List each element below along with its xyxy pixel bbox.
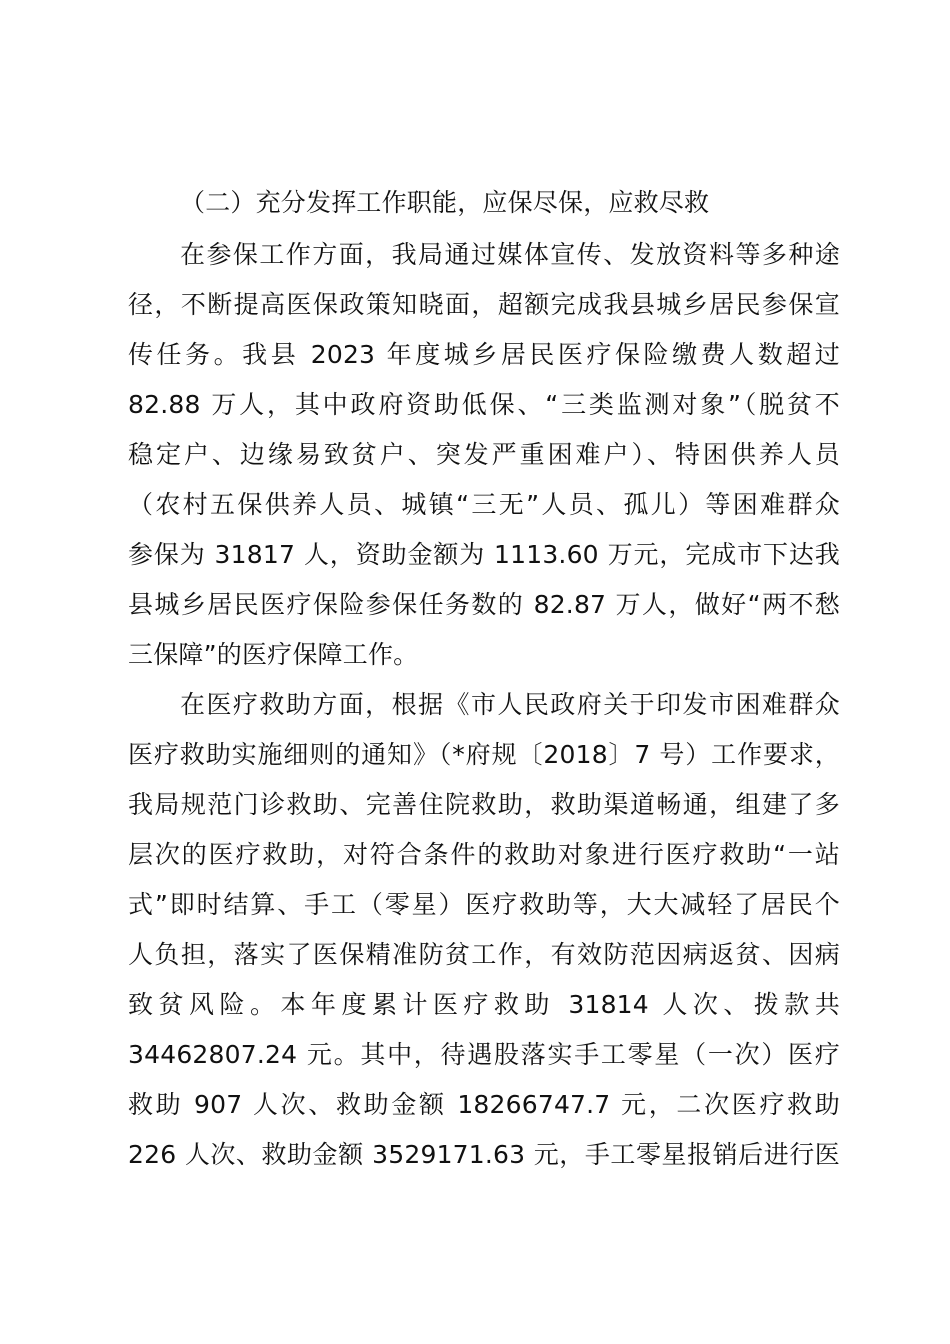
paragraph-line: 县城乡居民医疗保险参保任务数的 82.87 万人，做好“两不愁 <box>128 590 840 619</box>
paragraph-line: 三保障”的医疗保障工作。 <box>128 640 419 669</box>
paragraph-line: 稳定户、边缘易致贫户、突发严重困难户）、特困供养人员 <box>128 440 840 469</box>
paragraph-line: 致贫风险。本年度累计医疗救助 31814 人次、拨款共 <box>128 990 840 1019</box>
paragraph-line: 式”即时结算、手工（零星）医疗救助等，大大减轻了居民个 <box>128 890 840 919</box>
paragraph-line: 34462807.24 元。其中，待遇股落实手工零星（一次）医疗 <box>128 1040 840 1069</box>
section-heading: （二）充分发挥工作职能，应保尽保，应救尽救 <box>180 188 710 217</box>
paragraph-line: 在参保工作方面，我局通过媒体宣传、发放资料等多种途 <box>180 240 840 269</box>
paragraph-line: 人负担，落实了医保精准防贫工作，有效防范因病返贫、因病 <box>128 940 840 969</box>
paragraph-line: 参保为 31817 人，资助金额为 1113.60 万元，完成市下达我 <box>128 540 840 569</box>
paragraph-line: 226 人次、救助金额 3529171.63 元，手工零星报销后进行医 <box>128 1140 840 1169</box>
paragraph-line: 医疗救助实施细则的通知》（*府规〔2018〕7 号）工作要求， <box>128 740 840 769</box>
paragraph-line: 救助 907 人次、救助金额 18266747.7 元，二次医疗救助 <box>128 1090 840 1119</box>
paragraph-line: 径，不断提高医保政策知晓面，超额完成我县城乡居民参保宣 <box>128 290 840 319</box>
paragraph-line: 传任务。我县 2023 年度城乡居民医疗保险缴费人数超过 <box>128 340 840 369</box>
paragraph-line: 层次的医疗救助，对符合条件的救助对象进行医疗救助“一站 <box>128 840 840 869</box>
paragraph-line: （农村五保供养人员、城镇“三无”人员、孤儿）等困难群众 <box>128 490 840 519</box>
paragraph-line: 我局规范门诊救助、完善住院救助，救助渠道畅通，组建了多 <box>128 790 840 819</box>
paragraph-line: 在医疗救助方面，根据《市人民政府关于印发市困难群众 <box>180 690 840 719</box>
paragraph-line: 82.88 万人，其中政府资助低保、“三类监测对象”（脱贫不 <box>128 390 840 419</box>
